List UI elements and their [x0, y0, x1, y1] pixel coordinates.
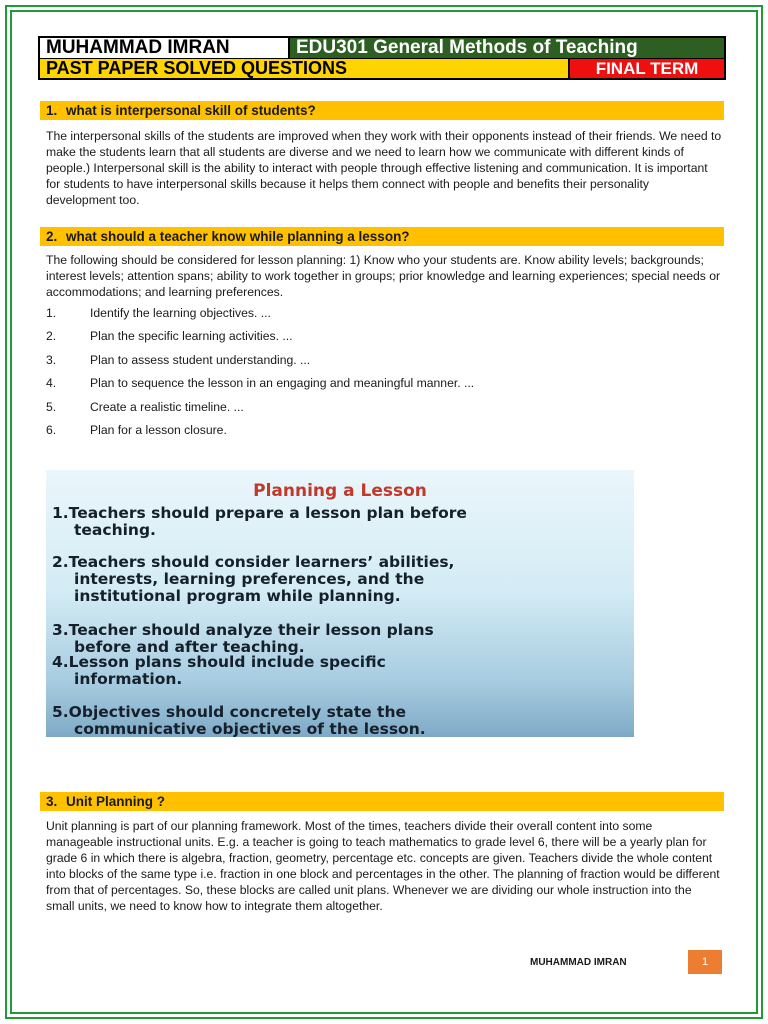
list-item: 1. Identify the learning objectives. ... — [46, 306, 271, 320]
list-item: 2. Plan the specific learning activities. ... — [46, 329, 293, 344]
image-point-5: 5.Objectives should concretely state the communicative objectives of the lesson. — [52, 703, 426, 737]
image-point-1: 1.Teachers should prepare a lesson plan before teaching. — [52, 504, 467, 539]
image-title: Planning a Lesson — [253, 481, 427, 501]
image-point-3: 3.Teacher should analyze their lesson plans before and after teaching. — [52, 621, 434, 656]
list-item: 3. Plan to assess student understanding. ... — [46, 352, 311, 367]
header-row-top — [40, 38, 724, 59]
question-title: Unit Planning ? — [66, 794, 165, 809]
list-item: 5. Create a realistic timeline. ... — [46, 399, 244, 414]
image-point-2: 2.Teachers should consider learners’ abilities, interests, learning preferences, and the institutional program while planning. — [52, 553, 455, 605]
list-item: 6. Plan for a lesson closure. — [46, 422, 227, 437]
term-badge: FINAL TERM — [570, 59, 724, 78]
page-number-badge: 1 — [688, 950, 722, 974]
document-subtitle: PAST PAPER SOLVED QUESTIONS — [40, 59, 570, 78]
author-name: MUHAMMAD IMRAN — [40, 38, 290, 58]
footer-author: MUHAMMAD IMRAN — [530, 956, 627, 968]
question-1-heading — [40, 101, 724, 120]
question-number: 3. — [46, 794, 58, 809]
lesson-steps-list — [46, 306, 722, 446]
question-1-answer: The interpersonal skills of the students are improved when they work with their opponents instead of their friends. We need to make the students learn that all students are diverse and we need to learn how we communicate with different kinds of people.) Interpersonal skill is the ability to interact with people through effective listening and communication. It is important for students to have interpersonal skills because it helps them connect with people and benefits their personality development too. — [46, 129, 722, 207]
question-number: 2. — [46, 229, 58, 244]
question-2-heading — [40, 227, 724, 246]
planning-a-lesson-image — [46, 470, 634, 737]
question-2-answer: The following should be considered for lesson planning: 1) Know who your students are. Know ability levels; backgrounds; interest levels; attention spans; ability to work together in groups; prior knowledge and learning experiences; special needs or accommodations; and learning preferences. — [46, 253, 721, 299]
question-title: what is interpersonal skill of students? — [66, 103, 316, 118]
question-3-answer: Unit planning is part of our planning framework. Most of the times, teachers divide their overall content into some manageable instructional units. E.g. a teacher is going to teach mathematics to grade level 6, there will be a yearly plan for grade 6 in which there is algebra, fraction, geometry, percentage etc. concepts are given. Teachers divide the whole content into blocks of the same type i.e. fraction in one block and percentages in the other. The planning of fraction would be different from that of percentages. So, these blocks are called unit plans. Whenever we are dividing our whole instruction into the small units, we need to know how to integrate them altogether. — [46, 819, 720, 913]
header-row-bottom — [40, 59, 724, 78]
list-item: 4. Plan to sequence the lesson in an engaging and meaningful manner. ... — [46, 376, 475, 391]
document-header — [38, 36, 726, 80]
question-3-heading — [40, 792, 724, 811]
question-number: 1. — [46, 103, 58, 118]
image-point-4: 4.Lesson plans should include specific information. — [52, 653, 386, 688]
course-title: EDU301 General Methods of Teaching — [290, 38, 724, 58]
question-title: what should a teacher know while planning a lesson? — [66, 229, 410, 244]
